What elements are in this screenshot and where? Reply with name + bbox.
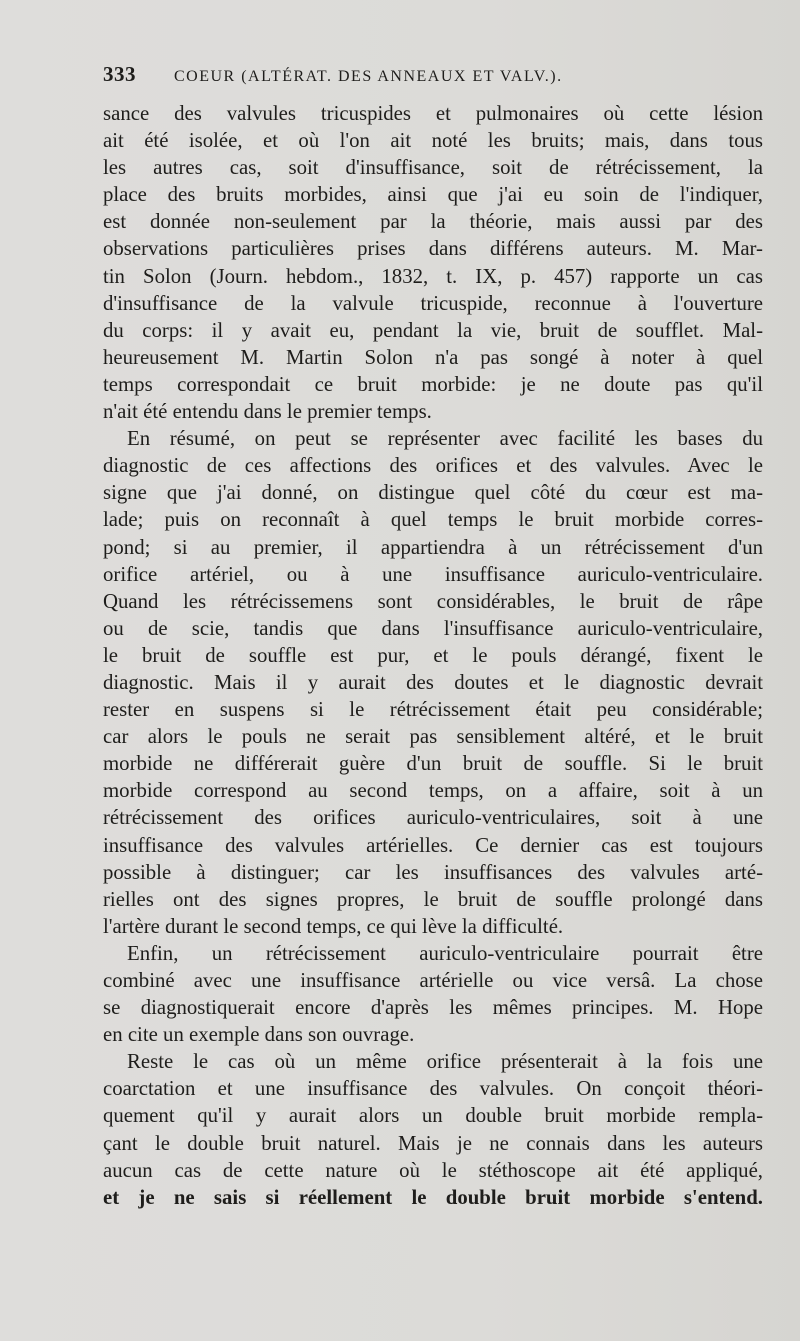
text-line: du corps: il y avait eu, pendant la vie, bruit de soufflet. Mal- (103, 318, 763, 342)
text-line: coarctation et une insuffisance des valvules. On conçoit théori- (103, 1077, 763, 1101)
text-line: Enfin, un rétrécissement auriculo-ventriculaire pourrait être (127, 941, 763, 965)
text-line: en cite un exemple dans son ouvrage. (103, 1023, 415, 1047)
text-line: morbide ne différerait guère d'un bruit de souffle. Si le bruit (103, 752, 763, 776)
text-line: Reste le cas où un même orifice présenterait à la fois une (127, 1050, 763, 1074)
text-line: les autres cas, soit d'insuffisance, soit de rétrécissement, la (103, 156, 763, 180)
text-line: car alors le pouls ne serait pas sensiblement altéré, et le bruit (103, 725, 763, 749)
text-line: n'ait été entendu dans le premier temps. (103, 400, 432, 424)
body-text (103, 100, 763, 1211)
text-line: quement qu'il y aurait alors un double bruit morbide rempla- (103, 1104, 763, 1128)
text-line: orifice artériel, ou à une insuffisance auriculo-ventriculaire. (103, 562, 763, 586)
text-line: lade; puis on reconnaît à quel temps le bruit morbide corres- (103, 508, 763, 532)
text-line: pond; si au premier, il appartiendra à un rétrécissement d'un (103, 535, 763, 559)
text-line: aucun cas de cette nature où le stéthoscope ait été appliqué, (103, 1158, 763, 1182)
text-line: Quand les rétrécissemens sont considérables, le bruit de râpe (103, 589, 763, 613)
text-line: rielles ont des signes propres, le bruit de souffle prolongé dans (103, 887, 763, 911)
text-line: rester en suspens si le rétrécissement était peu considérable; (103, 698, 763, 722)
text-line: ait été isolée, et où l'on ait noté les bruits; mais, dans tous (103, 129, 763, 153)
text-line: le bruit de souffle est pur, et le pouls dérangé, fixent le (103, 643, 763, 667)
text-line: combiné avec une insuffisance artérielle ou vice versâ. La chose (103, 969, 763, 992)
text-line: insuffisance des valvules artérielles. Ce dernier cas est toujours (103, 833, 763, 857)
text-line: diagnostic. Mais il y aurait des doutes et le diagnostic devrait (103, 670, 763, 694)
page-header (103, 62, 762, 100)
page-number: 333 (103, 62, 136, 86)
text-line: et je ne sais si réellement le double bruit morbide s'entend. (103, 1185, 763, 1209)
text-line: place des bruits morbides, ainsi que j'ai eu soin de l'indiquer, (103, 183, 763, 207)
text-line: possible à distinguer; car les insuffisances des valvules arté- (103, 860, 763, 884)
text-line: est donnée non-seulement par la théorie, mais aussi par des (103, 210, 763, 234)
text-line: rétrécissement des orifices auriculo-ventriculaires, soit à une (103, 806, 763, 830)
text-line: heureusement M. Martin Solon n'a pas songé à noter à quel (103, 345, 763, 369)
text-line: observations particulières prises dans différens auteurs. M. Mar- (103, 237, 763, 261)
text-line: d'insuffisance de la valvule tricuspide, reconnue à l'ouverture (103, 291, 763, 315)
running-title: COEUR (ALTÉRAT. DES ANNEAUX ET VALV.). (174, 68, 563, 85)
text-line: signe que j'ai donné, on distingue quel côté du cœur est ma- (103, 481, 763, 505)
text-line: çant le double bruit naturel. Mais je ne connais dans les auteurs (103, 1131, 763, 1155)
text-line: morbide correspond au second temps, on a affaire, soit à un (103, 779, 763, 803)
text-line: diagnostic de ces affections des orifices et des valvules. Avec le (103, 454, 763, 478)
text-line: se diagnostiquerait encore d'après les mêmes principes. M. Hope (103, 996, 763, 1020)
text-line: ou de scie, tandis que dans l'insuffisance auriculo-ventriculaire, (103, 616, 763, 640)
text-line: tin Solon (Journ. hebdom., 1832, t. IX, p. 457) rapporte un cas (103, 264, 763, 288)
text-line: l'artère durant le second temps, ce qui lève la difficulté. (103, 914, 564, 938)
text-line: temps correspondait ce bruit morbide: je ne doute pas qu'il (103, 372, 763, 396)
text-line: sance des valvules tricuspides et pulmonaires où cette lésion (103, 102, 763, 125)
text-line: En résumé, on peut se représenter avec facilité les bases du (127, 427, 763, 451)
